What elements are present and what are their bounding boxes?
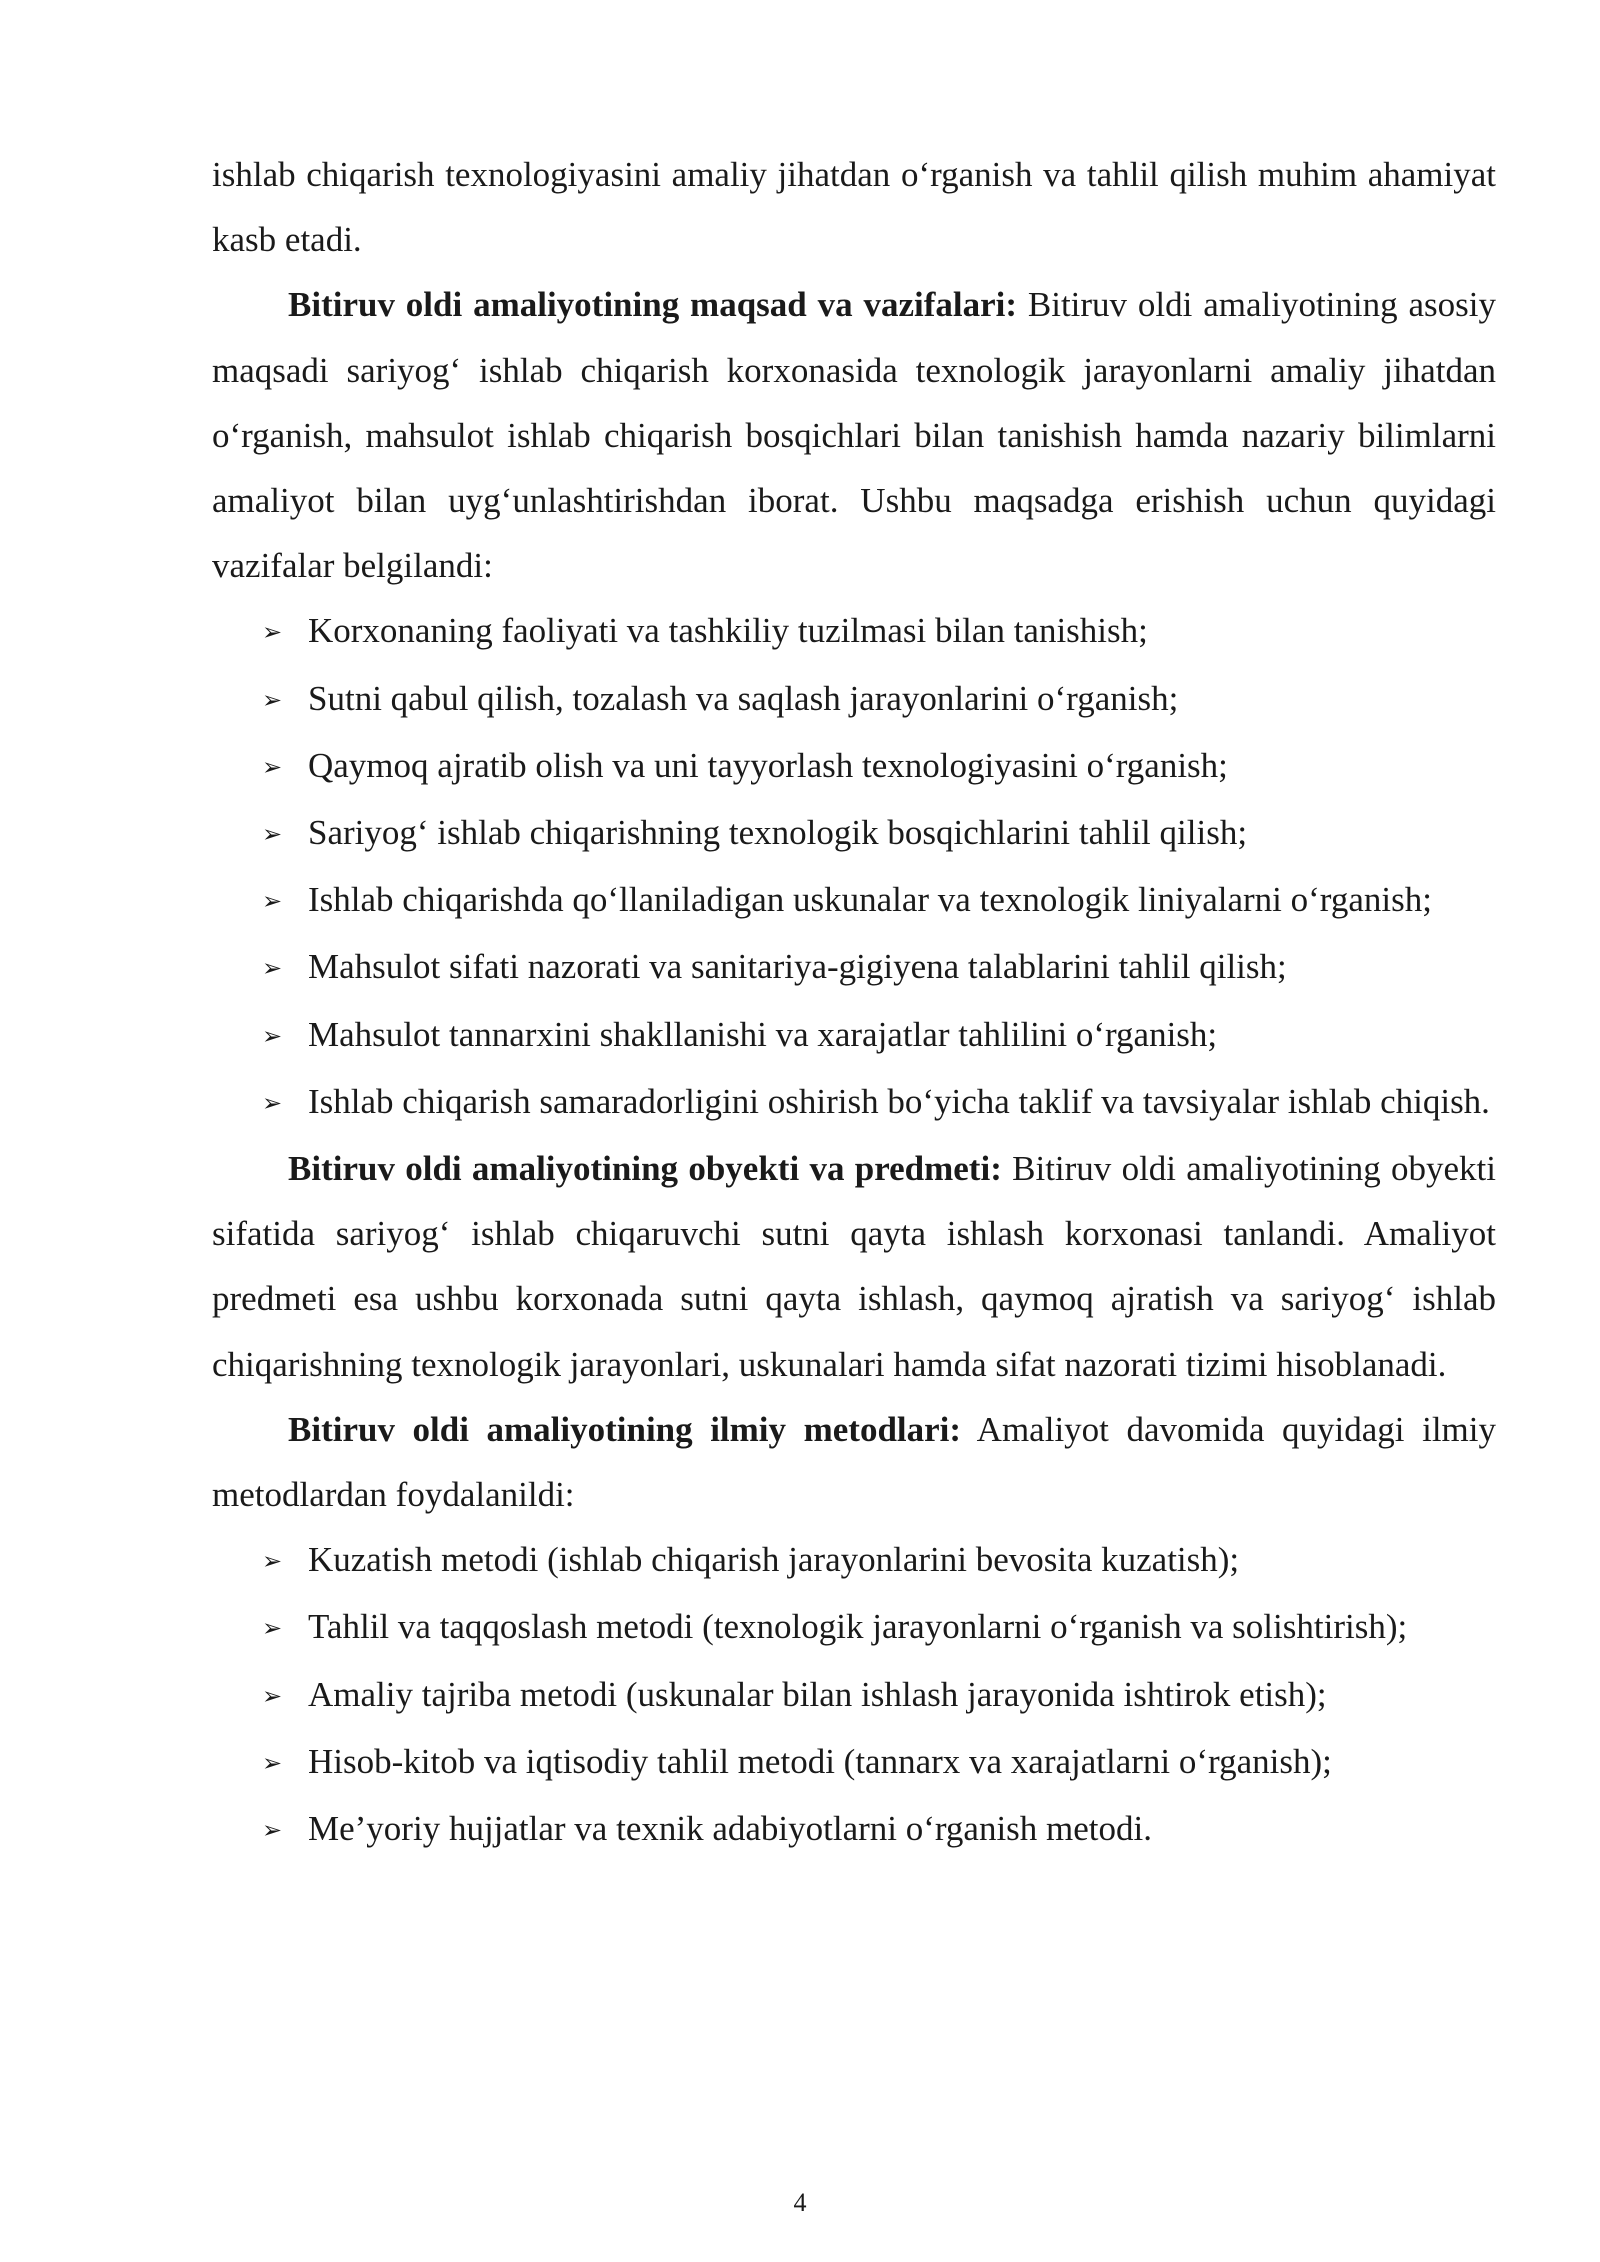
arrowhead-bullet-icon: ➢	[262, 1547, 283, 1576]
list-item	[212, 598, 1496, 665]
arrowhead-bullet-icon: ➢	[262, 1748, 283, 1777]
paragraph-continuation: ishlab chiqarish texnologiyasini amaliy jihatdan o‘rganish va tahlil qilish muhim ahamiyat kasb etadi.	[212, 155, 1496, 260]
list-item-text: Tahlil va taqqoslash metodi (texnologik jarayonlarni o‘rganish va solishtirish);	[308, 1607, 1408, 1647]
paragraph-goals	[212, 272, 1496, 598]
list-item	[212, 1729, 1496, 1796]
list-item	[212, 1069, 1496, 1136]
list-item-text: Sariyog‘ ishlab chiqarishning texnologik bosqichlarini tahlil qilish;	[308, 813, 1248, 853]
list-item-text: Korxonaning faoliyati va tashkiliy tuzilmasi bilan tanishish;	[308, 611, 1148, 651]
section-heading-object: Bitiruv oldi amaliyotining obyekti va predmeti:	[288, 1149, 1002, 1189]
arrowhead-bullet-icon: ➢	[262, 618, 283, 647]
section-text-methods: Amaliyot davomida quyidagi ilmiy metodlardan foydalanildi:	[212, 1409, 1496, 1515]
page-number: 4	[793, 2188, 807, 2217]
list-item-text: Kuzatish metodi (ishlab chiqarish jarayonlarini bevosita kuzatish);	[308, 1540, 1240, 1580]
list-item-text: Mahsulot sifati nazorati va sanitariya-gigiyena talablarini tahlil qilish;	[308, 947, 1287, 987]
list-item-text: Ishlab chiqarishda qo‘llaniladigan uskunalar va texnologik liniyalarni o‘rganish;	[308, 880, 1432, 920]
section-text-object: Bitiruv oldi amaliyotining obyekti sifatida sariyog‘ ishlab chiqaruvchi sutni qayta ishlash korxonasi tanlandi. Amaliyot predmeti esa ushbu korxonada sutni qayta ishlash, qaymoq ajratish va sariyog‘ ishlab chiqarishning texnologik jarayonlari, uskunalari hamda sifat nazorati tizimi hisoblanadi.	[212, 1149, 1496, 1384]
arrowhead-bullet-icon: ➢	[262, 954, 283, 983]
list-item	[212, 1594, 1496, 1661]
list-item-text: Ishlab chiqarish samaradorligini oshirish bo‘yicha taklif va tavsiyalar ishlab chiqish.	[308, 1081, 1490, 1121]
list-item-text: Amaliy tajriba metodi (uskunalar bilan ishlash jarayonida ishtirok etish);	[308, 1674, 1327, 1714]
list-item	[212, 800, 1496, 867]
list-item	[212, 867, 1496, 934]
section-heading-methods: Bitiruv oldi amaliyotining ilmiy metodlari:	[288, 1409, 962, 1449]
arrowhead-bullet-icon: ➢	[262, 685, 283, 714]
list-item	[212, 1527, 1496, 1594]
list-item	[212, 666, 1496, 733]
paragraph-object	[212, 1136, 1496, 1397]
list-item-text: Sutni qabul qilish, tozalash va saqlash jarayonlarini o‘rganish;	[308, 678, 1179, 718]
arrowhead-bullet-icon: ➢	[262, 1614, 283, 1643]
arrowhead-bullet-icon: ➢	[262, 752, 283, 781]
list-item	[212, 733, 1496, 800]
arrowhead-bullet-icon: ➢	[262, 1681, 283, 1710]
arrowhead-bullet-icon: ➢	[262, 820, 283, 849]
page-body	[212, 142, 1496, 1863]
arrowhead-bullet-icon: ➢	[262, 887, 283, 916]
list-item-text: Mahsulot tannarxini shakllanishi va xarajatlar tahlilini o‘rganish;	[308, 1014, 1218, 1054]
list-item-text: Qaymoq ajratib olish va uni tayyorlash texnologiyasini o‘rganish;	[308, 745, 1228, 785]
section-text-goals: Bitiruv oldi amaliyotining asosiy maqsadi sariyog‘ ishlab chiqarish korxonasida texnologik jarayonlarni amaliy jihatdan o‘rganish, mahsulot ishlab chiqarish bosqichlari bilan tanishish hamda nazariy bilimlarni amaliyot bilan uyg‘unlashtirishdan iborat. Ushbu maqsadga erishish uchun quyidagi vazifalar belgilandi:	[212, 285, 1496, 586]
arrowhead-bullet-icon: ➢	[262, 1816, 283, 1845]
arrowhead-bullet-icon: ➢	[262, 1021, 283, 1050]
list-item	[212, 1002, 1496, 1069]
list-item-text: Me’yoriy hujjatlar va texnik adabiyotlarni o‘rganish metodi.	[308, 1809, 1152, 1849]
arrowhead-bullet-icon: ➢	[262, 1088, 283, 1117]
list-item-text: Hisob-kitob va iqtisodiy tahlil metodi (tannarx va xarajatlarni o‘rganish);	[308, 1741, 1332, 1781]
list-item	[212, 1796, 1496, 1863]
list-item	[212, 934, 1496, 1001]
list-item	[212, 1662, 1496, 1729]
section-heading-goals: Bitiruv oldi amaliyotining maqsad va vazifalari:	[288, 285, 1018, 325]
paragraph-methods	[212, 1397, 1496, 1527]
